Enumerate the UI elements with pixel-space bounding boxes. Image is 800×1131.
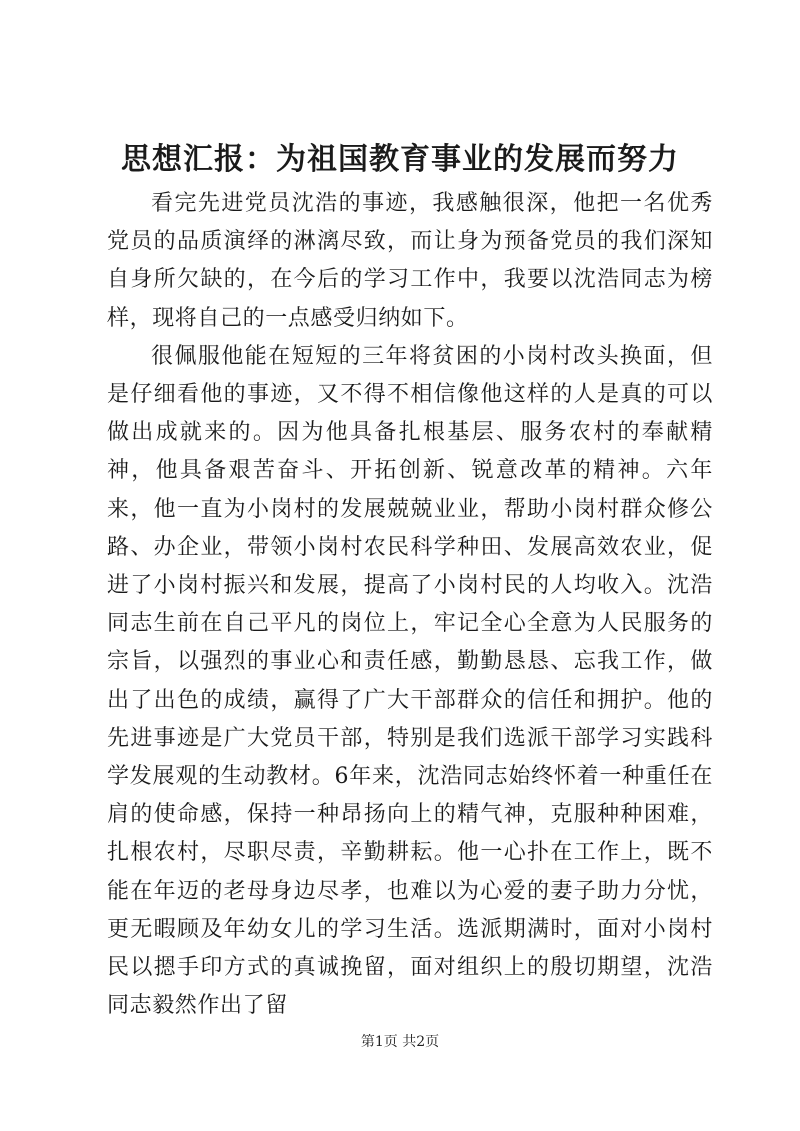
- document-title: 思想汇报：为祖国教育事业的发展而努力: [121, 142, 679, 177]
- paragraph-1: 看完先进党员沈浩的事迹，我感触很深，他把一名优秀党员的品质演绎的淋漓尽致，而让身为预备党员的我们深知自身所欠缺的，在今后的学习工作中，我要以沈浩同志为榜样，现将自己的一点感受归纳如下。: [107, 191, 713, 331]
- document-body: [107, 185, 713, 1025]
- paragraph-2: 很佩服他能在短短的三年将贫困的小岗村改头换面，但是仔细看他的事迹，又不得不相信像他这样的人是真的可以做出成就来的。因为他具备扎根基层、服务农村的奉献精神，他具备艰苦奋斗、开拓创新、锐意改革的精神。六年来，他一直为小岗村的发展兢兢业业，帮助小岗村群众修公路、办企业，带领小岗村农民科学种田、发展高效农业，促进了小岗村振兴和发展，提高了小岗村民的人均收入。沈浩同志生前在自己平凡的岗位上，牢记全心全意为人民服务的宗旨，以强烈的事业心和责任感，勤勤恳恳、忘我工作，做出了出色的成绩，赢得了广大干部群众的信任和拥护。他的先进事迹是广大党员干部，特别是我们选派干部学习实践科学发展观的生动教材。6年来，沈浩同志始终怀着一种重任在肩的使命感，保持一种昂扬向上的精气神，克服种种困难，扎根农村，尽职尽责，辛勤耕耘。他一心扑在工作上，既不能在年迈的老母身边尽孝，也难以为心爱的妻子助力分忧，更无暇顾及年幼女儿的学习生活。选派期满时，面对小岗村民以摁手印方式的真诚挽留，面对组织上的殷切期望，沈浩同志毅然作出了留: [107, 343, 713, 1019]
- page-footer: 第1页 共2页: [360, 1034, 440, 1050]
